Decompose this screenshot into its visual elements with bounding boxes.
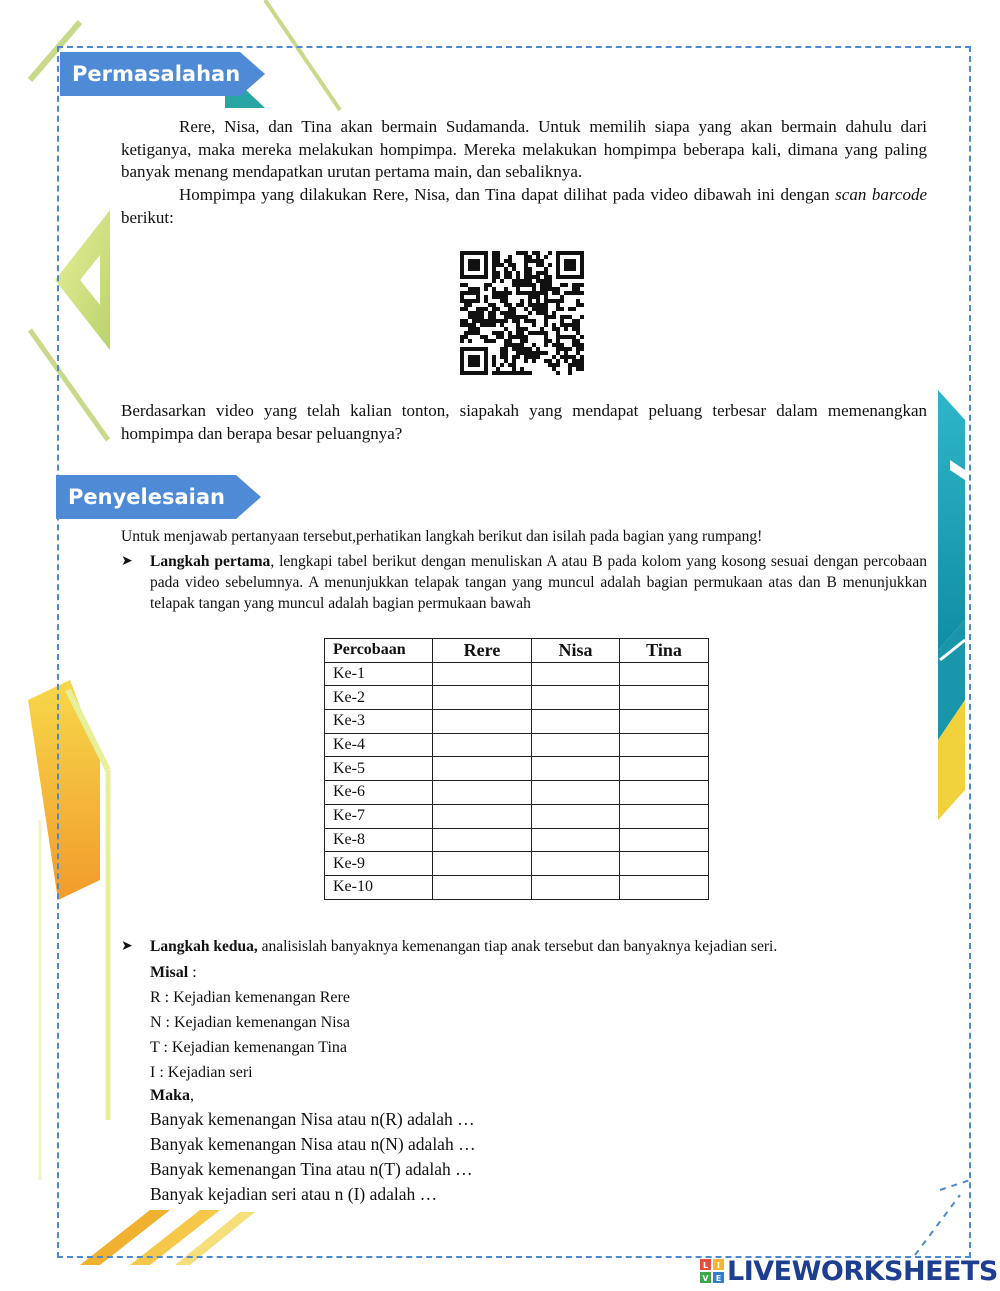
answer-cell-tina[interactable] — [620, 828, 709, 852]
result-n-n: Banyak kemenangan Nisa atau n(N) adalah … — [150, 1134, 476, 1154]
misal-colon: : — [188, 964, 197, 981]
liveworksheets-logo-icon — [700, 1259, 724, 1283]
header-percobaan: Percobaan — [325, 639, 433, 663]
liveworksheets-logo[interactable] — [700, 1256, 998, 1286]
table-row — [325, 781, 709, 805]
answer-cell-tina[interactable] — [620, 686, 709, 710]
answer-cell-rere[interactable] — [433, 852, 532, 876]
trial-label: Ke-4 — [325, 733, 433, 757]
trial-label: Ke-8 — [325, 828, 433, 852]
table-row — [325, 828, 709, 852]
trial-label: Ke-3 — [325, 710, 433, 734]
answer-cell-rere[interactable] — [433, 757, 532, 781]
step-two — [121, 936, 927, 957]
table-row — [325, 686, 709, 710]
problem-paragraph-1: Rere, Nisa, dan Tina akan bermain Sudamanda. Untuk memilih siapa yang akan bermain dahulu dari ketiganya, maka mereka melakukan hompimpa. Mereka melakukan hompimpa beberapa kali, dimana yang paling banyak menang mendapatkan urutan pertama main, dan sebaliknya. — [121, 117, 927, 181]
answer-cell-rere[interactable] — [433, 781, 532, 805]
trial-label: Ke-2 — [325, 686, 433, 710]
answer-cell-tina[interactable] — [620, 781, 709, 805]
answer-cell-nisa[interactable] — [532, 828, 620, 852]
trial-label: Ke-6 — [325, 781, 433, 805]
scan-barcode-text: scan barcode — [835, 185, 928, 204]
trial-label: Ke-10 — [325, 875, 433, 899]
answer-cell-nisa[interactable] — [532, 710, 620, 734]
step-one — [121, 551, 927, 614]
step-one-text: , lengkapi tabel berikut dengan menuliskan A atau B pada kolom yang kosong sesuai dengan percobaan pada video sebelumnya. A menunjukkan telapak tangan yang muncul adalah bagian permukaan atas dan B menunjukkan telapak tangan yang muncul adalah bagian permukaan bawah — [150, 553, 928, 612]
answer-cell-nisa[interactable] — [532, 875, 620, 899]
definition-n: N : Kejadian kemenangan Nisa — [150, 1014, 350, 1031]
answer-cell-rere[interactable] — [433, 828, 532, 852]
answer-cell-rere[interactable] — [433, 686, 532, 710]
table-header-row — [325, 639, 709, 663]
header-tina: Tina — [620, 639, 709, 663]
answer-cell-rere[interactable] — [433, 875, 532, 899]
solution-instruction: Untuk menjawab pertanyaan tersebut,perhatikan langkah berikut dan isilah pada bagian yang rumpang! — [121, 528, 763, 545]
problem-question: Berdasarkan video yang telah kalian tonton, siapakah yang mendapat peluang terbesar dalam memenangkan hompimpa dan berapa besar peluangnya? — [121, 401, 927, 443]
answer-cell-nisa[interactable] — [532, 686, 620, 710]
header-rere: Rere — [433, 639, 532, 663]
problem-title: Permasalahan — [72, 62, 241, 86]
problem-paragraph-2-text: Hompimpa yang dilakukan Rere, Nisa, dan Tina dapat dilihat pada video dibawah ini dengan — [179, 185, 836, 204]
analysis-lines — [150, 960, 476, 1207]
table-row — [325, 710, 709, 734]
answer-cell-tina[interactable] — [620, 875, 709, 899]
answer-cell-nisa[interactable] — [532, 804, 620, 828]
problem-paragraph-2-end: berikut: — [121, 207, 174, 227]
answer-cell-tina[interactable] — [620, 757, 709, 781]
trial-label: Ke-1 — [325, 662, 433, 686]
table-row — [325, 875, 709, 899]
answer-cell-tina[interactable] — [620, 804, 709, 828]
trial-label: Ke-9 — [325, 852, 433, 876]
liveworksheets-logo-text: LIVEWORKSHEETS — [727, 1255, 998, 1287]
problem-banner — [60, 52, 270, 96]
definition-i: I : Kejadian seri — [150, 1064, 253, 1081]
answer-cell-nisa[interactable] — [532, 852, 620, 876]
logo-letter-v: V — [702, 1274, 709, 1283]
solution-title: Penyelesaian — [68, 485, 225, 509]
answer-cell-nisa[interactable] — [532, 733, 620, 757]
table-row — [325, 804, 709, 828]
answer-cell-nisa[interactable] — [532, 662, 620, 686]
experiment-table — [324, 638, 709, 900]
answer-cell-nisa[interactable] — [532, 757, 620, 781]
answer-cell-tina[interactable] — [620, 710, 709, 734]
result-n-t: Banyak kemenangan Tina atau n(T) adalah … — [150, 1159, 473, 1179]
arrow-bullet-icon: ➤ — [121, 938, 133, 954]
table-row — [325, 662, 709, 686]
answer-cell-nisa[interactable] — [532, 781, 620, 805]
maka-comma: , — [190, 1087, 194, 1104]
answer-cell-rere[interactable] — [433, 804, 532, 828]
table-row — [325, 757, 709, 781]
qr-code[interactable] — [460, 251, 584, 375]
logo-letter-i: I — [717, 1261, 720, 1270]
header-nisa: Nisa — [532, 639, 620, 663]
trial-label: Ke-5 — [325, 757, 433, 781]
answer-cell-tina[interactable] — [620, 852, 709, 876]
result-n-i: Banyak kejadian seri atau n (I) adalah … — [150, 1184, 438, 1204]
solution-banner — [56, 475, 266, 519]
answer-cell-rere[interactable] — [433, 662, 532, 686]
misal-line — [150, 960, 476, 985]
maka-label: Maka — [150, 1087, 190, 1104]
answer-cell-tina[interactable] — [620, 733, 709, 757]
answer-cell-rere[interactable] — [433, 710, 532, 734]
answer-cell-tina[interactable] — [620, 662, 709, 686]
answer-cell-rere[interactable] — [433, 733, 532, 757]
step-two-title: Langkah kedua, — [150, 938, 258, 955]
table-row — [325, 733, 709, 757]
maka-line — [150, 1085, 476, 1107]
logo-letter-l: L — [702, 1261, 709, 1270]
misal-label: Misal — [150, 964, 189, 981]
result-n-r: Banyak kemenangan Nisa atau n(R) adalah … — [150, 1109, 475, 1129]
table-row — [325, 852, 709, 876]
definition-r: R : Kejadian kemenangan Rere — [150, 989, 350, 1006]
logo-letter-e: E — [715, 1274, 722, 1283]
step-two-text: analisislah banyaknya kemenangan tiap anak tersebut dan banyaknya kejadian seri. — [257, 938, 778, 955]
arrow-bullet-icon: ➤ — [121, 553, 133, 569]
step-one-title: Langkah pertama — [150, 553, 271, 570]
definition-t: T : Kejadian kemenangan Tina — [150, 1039, 347, 1056]
trial-label: Ke-7 — [325, 804, 433, 828]
problem-paragraph-2 — [121, 184, 927, 229]
